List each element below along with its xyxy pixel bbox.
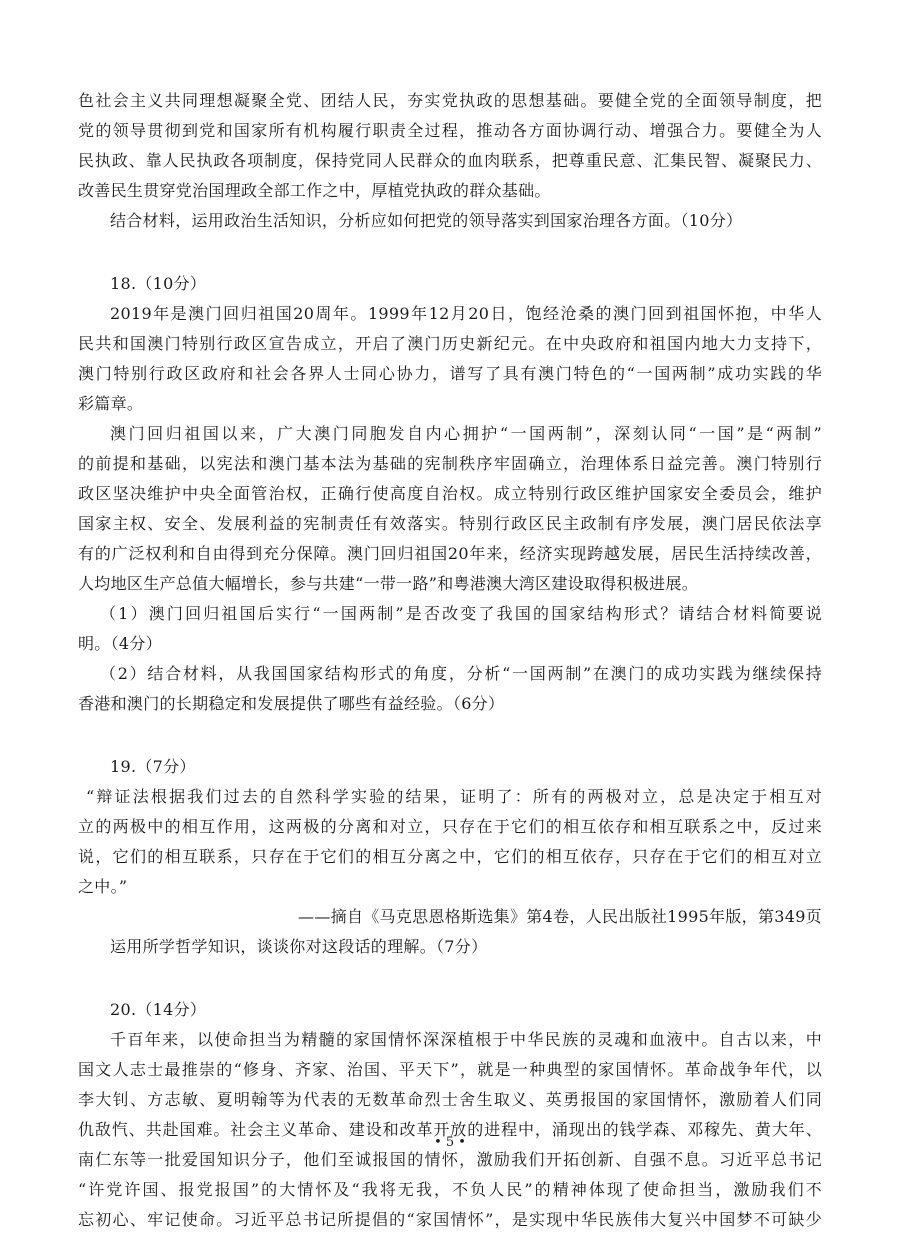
paragraph-line: 李大钊、方志敏、夏明翰等为代表的无数革命烈士舍生取义、英勇报国的家国情怀，激励着人们同 [78, 1090, 822, 1109]
q17-continuation [78, 86, 822, 236]
paragraph-line: 澳门特别行政区政府和社会各界人士同心协力，谱写了具有澳门特色的“一国两制”成功实践的华 [78, 364, 822, 383]
paragraph-line: 党的领导贯彻到党和国家所有机构履行职责全过程，推动各方面协调行动、增强合力。要健全为人 [78, 121, 822, 140]
paragraph-line: 忘初心、牢记使命。习近平总书记所提倡的“家国情怀”，是实现中华民族伟大复兴中国梦不可缺少 [78, 1210, 822, 1229]
quote-line: 立的两极中的相互作用，这两极的分离和对立，只存在于它们的相互依存和相互联系之中，反过来 [78, 817, 822, 836]
paragraph-line: 南仁东等一批爱国知识分子，他们至诚报国的情怀，激励我们开拓创新、自强不息。习近平总书记 [78, 1150, 822, 1169]
q18-header: 18.（10分） [110, 274, 207, 293]
quote-line: 说，它们的相互联系，只存在于它们的相互分离之中，它们的相互依存，只存在于它们的相互对立 [78, 847, 822, 866]
quote-line: 之中。” [78, 877, 128, 896]
paragraph-line: 民执政、靠人民执政各项制度，保持党同人民群众的血肉联系，把尊重民意、汇集民智、凝聚民力、 [78, 151, 822, 170]
q18-subquestion-1-cont: 明。（4分） [78, 634, 162, 653]
paragraph-line: 民共和国澳门特别行政区宣告成立，开启了澳门历史新纪元。在中央政府和祖国内地大力支持下， [78, 334, 822, 353]
paragraph-line: 2019年是澳门回归祖国20周年。1999年12月20日，饱经沧桑的澳门回到祖国怀抱，中华人 [110, 304, 822, 323]
quote-line: “辩证法根据我们过去的自然科学实验的结果，证明了：所有的两极对立，总是决定于相互对 [86, 787, 822, 806]
paragraph-line: 政区坚决维护中央全面管治权，正确行使高度自治权。成立特别行政区维护国家安全委员会，维护 [78, 484, 822, 503]
q19-header: 19.（7分） [110, 757, 196, 776]
q17-question: 结合材料，运用政治生活知识，分析应如何把党的领导落实到国家治理各方面。（10分） [110, 211, 743, 230]
paragraph-line: 国文人志士最推崇的“修身、齐家、治国、平天下”，就是一种典型的家国情怀。革命战争年代，以 [78, 1060, 822, 1079]
question-19 [78, 752, 822, 962]
q19-question: 运用所学哲学知识，谈谈你对这段话的理解。（7分） [110, 937, 488, 956]
q20-header: 20.（14分） [110, 1000, 207, 1019]
paragraph-line: 的前提和基础，以宪法和澳门基本法为基础的宪制秩序牢固确立，治理体系日益完善。澳门特别行 [78, 454, 822, 473]
q18-subquestion-2-cont: 香港和澳门的长期稳定和发展提供了哪些有益经验。（6分） [78, 694, 505, 713]
paragraph-line: 色社会主义共同理想凝聚全党、团结人民，夯实党执政的思想基础。要健全党的全面领导制度，把 [78, 91, 822, 110]
paragraph-line: 仇敌忾、共赴国难。社会主义革命、建设和改革开放的进程中，涌现出的钱学森、邓稼先、黄大年、 [78, 1120, 822, 1139]
page-number: • 5 • [434, 1135, 466, 1150]
q18-subquestion-1: （1）澳门回归祖国后实行“一国两制”是否改变了我国的国家结构形式？请结合材料简要说 [100, 604, 822, 623]
q18-subquestion-2: （2）结合材料，从我国国家结构形式的角度，分析“一国两制”在澳门的成功实践为继续保持 [100, 664, 822, 683]
quote-source: ——摘自《马克思恩格斯选集》第4卷，人民出版社1995年版，第349页 [298, 907, 822, 926]
question-18 [78, 269, 822, 719]
paragraph-line: 人均地区生产总值大幅增长，参与共建“一带一路”和粤港澳大湾区建设取得积极进展。 [78, 574, 699, 593]
question-20 [78, 995, 822, 1235]
paragraph-line: “许党许国、报党报国”的大情怀及“我将无我，不负人民”的精神体现了使命担当，激励我们不 [78, 1180, 822, 1199]
paragraph-line: 有的广泛权利和自由得到充分保障。澳门回归祖国20年来，经济实现跨越发展，居民生活持续改善， [78, 544, 822, 563]
paragraph-line: 澳门回归祖国以来，广大澳门同胞发自内心拥护“一国两制”，深刻认同“一国”是“两制” [110, 424, 822, 443]
paragraph-line: 千百年来，以使命担当为精髓的家国情怀深深植根于中华民族的灵魂和血液中。自古以来，中 [110, 1030, 822, 1049]
paragraph-line: 彩篇章。 [78, 394, 144, 413]
paragraph-line: 改善民生贯穿党治国理政全部工作之中，厚植党执政的群众基础。 [78, 181, 551, 200]
paragraph-line: 国家主权、安全、发展利益的宪制责任有效落实。特别行政区民主政制有序发展，澳门居民依法享 [78, 514, 822, 533]
